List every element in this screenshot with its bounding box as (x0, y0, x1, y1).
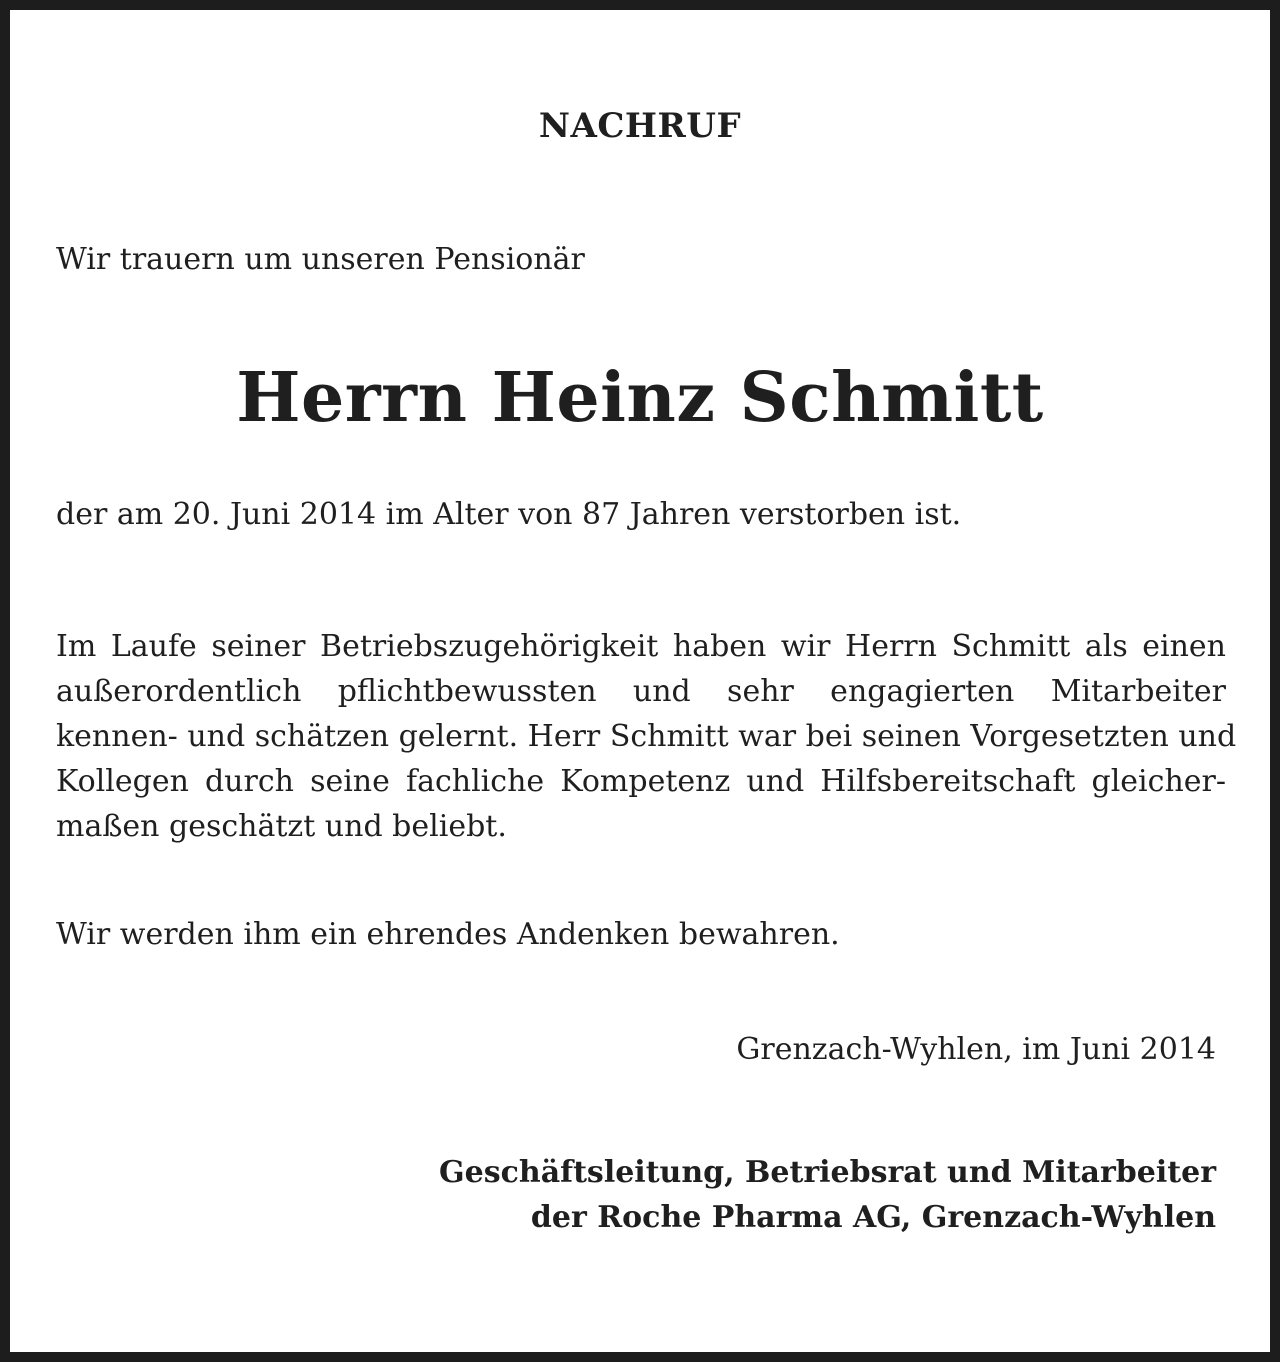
signature-block (439, 1150, 1216, 1240)
deceased-name: Herrn Heinz Schmitt (236, 358, 1044, 438)
notice-heading: NACHRUF (538, 106, 742, 146)
death-date-line: der am 20. Juni 2014 im Alter von 87 Jahren verstorben ist. (56, 497, 962, 532)
tribute-line: außerordentlich pflichtbewussten und sehr engagierten Mitarbeiter (56, 674, 1226, 709)
place-date-line: Grenzach-Wyhlen, im Juni 2014 (736, 1032, 1216, 1067)
signature-line: der Roche Pharma AG, Grenzach-Wyhlen (530, 1200, 1216, 1235)
tribute-line: Im Laufe seiner Betriebszugehörigkeit haben wir Herrn Schmitt als einen (56, 629, 1226, 664)
remembrance-line: Wir werden ihm ein ehrendes Andenken bewahren. (56, 917, 840, 952)
tribute-line: kennen- und schätzen gelernt. Herr Schmitt war bei seinen Vorgesetzten und (56, 719, 1237, 754)
tribute-paragraph (56, 624, 1237, 849)
tribute-line: Kollegen durch seine fachliche Kompetenz und Hilfsbereitschaft gleicher- (56, 764, 1226, 799)
signature-line: Geschäftsleitung, Betriebsrat und Mitarbeiter (439, 1155, 1216, 1190)
intro-line: Wir trauern um unseren Pensionär (56, 242, 585, 277)
tribute-line: maßen geschätzt und beliebt. (56, 809, 507, 844)
